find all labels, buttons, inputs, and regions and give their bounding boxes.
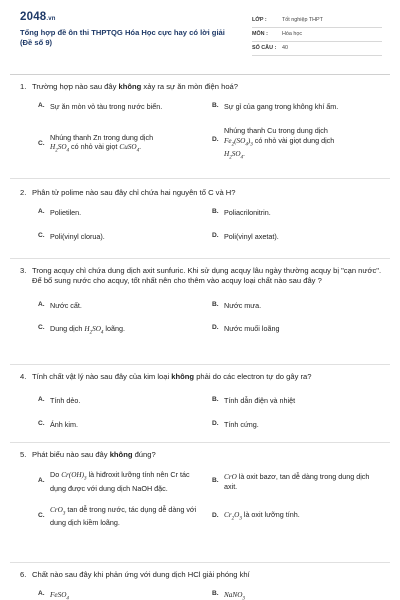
formula: $Fe_2(SO_4)_3$ xyxy=(224,136,253,148)
question-1 xyxy=(20,82,382,162)
option-c[interactable]: C. Nhúng thanh Zn trong dung dịch $H_2SO_4$ có nhỏ vài giọt CuSO$_4$. xyxy=(38,132,154,154)
option-b[interactable]: B. Sự gỉ của gang trong không khí ẩm. xyxy=(212,102,339,112)
formula: $Cr_2O_3$ xyxy=(224,511,242,522)
options xyxy=(38,102,382,162)
option-c[interactable]: C. Ánh kim. xyxy=(38,419,78,429)
option-a[interactable]: A. Tính dẻo. xyxy=(38,396,81,406)
question-text: 2. Phân tử polime nào sau đây chỉ chứa hai nguyên tố C và H? xyxy=(20,188,236,197)
option-c[interactable]: C. Poli(vinyl clorua). xyxy=(38,231,105,241)
option-d[interactable]: D. Nhúng thanh Cu trong dung dịch $Fe_2(SO_4)_3$ có nhỏ vài giọt dung dịch $H_2SO_4$. xyxy=(212,125,335,161)
question-text: 6. Chất nào sau đây khi phản ứng với dung dịch HCl giải phóng khí xyxy=(20,570,250,579)
meta-row-count: SỐ CÂU : 40 xyxy=(252,42,382,56)
question-separator xyxy=(10,562,390,563)
option-b[interactable]: B. Poliacrilonitrin. xyxy=(212,208,271,218)
options xyxy=(38,396,382,429)
formula: CrO xyxy=(224,472,237,481)
meta-row-class: LỚP : Tốt nghiệp THPT xyxy=(252,14,382,28)
option-a[interactable]: A. Polietilen. xyxy=(38,208,82,218)
question-separator xyxy=(10,364,390,365)
option-b[interactable]: B. NaNO$_3$ xyxy=(212,590,245,600)
question-4 xyxy=(20,372,382,430)
question-text: 5. Phát biểu nào sau đây không đúng? xyxy=(20,450,156,459)
question-separator xyxy=(10,178,390,179)
option-d[interactable]: D. Tính cứng. xyxy=(212,419,259,429)
option-b[interactable]: B. Tính dẫn điện và nhiệt xyxy=(212,396,296,406)
question-5 xyxy=(20,450,382,528)
question-separator xyxy=(10,258,390,259)
options xyxy=(38,208,382,241)
option-a[interactable]: A. FeSO$_4$ xyxy=(38,590,69,600)
options xyxy=(38,590,382,600)
site-logo[interactable]: 2048.vn xyxy=(20,11,56,23)
formula: CrO$_3$ xyxy=(50,506,66,517)
option-a[interactable]: A. Nước cất. xyxy=(38,300,82,310)
option-d[interactable]: D. $Cr_2O_3$ là oxit lưỡng tính. xyxy=(212,510,300,522)
option-b[interactable]: B. CrO là oxit bazơ, tan dễ dàng trong dung dịch axit. xyxy=(212,471,370,492)
question-6 xyxy=(20,570,382,600)
option-d[interactable]: D. Nước muối loãng xyxy=(212,324,280,334)
question-text: 4. Tính chất vật lý nào sau đây của kim loại không phải do các electron tự do gây ra? xyxy=(20,372,312,381)
formula: CuSO$_4$ xyxy=(119,143,140,154)
formula: NaNO$_3$ xyxy=(224,591,245,600)
formula: $H_2SO_4$ xyxy=(224,149,244,161)
option-c[interactable]: C. CrO$_3$ tan dễ trong nước, tác dụng dễ dàng với dung dịch kiềm loãng. xyxy=(38,505,197,528)
header-divider xyxy=(10,74,390,75)
document-header xyxy=(20,10,382,58)
option-c[interactable]: C. Dung dịch $H_2SO_4$ loãng. xyxy=(38,324,125,336)
options xyxy=(38,470,382,528)
question-2 xyxy=(20,188,382,242)
option-a[interactable]: A. Sự ăn mòn vỏ tàu trong nước biển. xyxy=(38,102,163,112)
document-title: Tổng hợp đề ôn thi THPTQG Hóa Học cực hay có lời giải (Đề số 9) xyxy=(20,28,225,47)
question-text: 1. Trường hợp nào sau đây không xảy ra sự ăn mòn điện hoá? xyxy=(20,82,238,91)
formula: FeSO$_4$ xyxy=(50,591,69,600)
formula: $H_2SO_4$ xyxy=(50,143,70,154)
option-d[interactable]: D. Poli(vinyl axetat). xyxy=(212,231,279,241)
formula: $H_2SO_4$ xyxy=(84,325,104,336)
option-b[interactable]: B. Nước mưa. xyxy=(212,300,262,310)
option-a[interactable]: A. Do $Cr(OH)_3$ là hiđroxit lưỡng tính nên Cr tác dụng được với dung dịch NaOH đặc. xyxy=(38,470,190,493)
meta-row-subject: MÔN : Hóa học xyxy=(252,28,382,42)
formula: $Cr(OH)_3$ xyxy=(61,471,87,482)
options xyxy=(38,301,382,338)
question-3 xyxy=(20,266,382,337)
document-meta xyxy=(252,14,382,56)
question-text: 3. Trong acquy chì chứa dung dịch axit sunfuric. Khi sử dụng acquy lâu ngày thường acquy bị "cạn nước". Để bổ sung nước cho acquy, tốt nhất nên cho thêm vào acquy loại chất nào sau đây ? xyxy=(20,266,382,286)
question-separator xyxy=(10,442,390,443)
